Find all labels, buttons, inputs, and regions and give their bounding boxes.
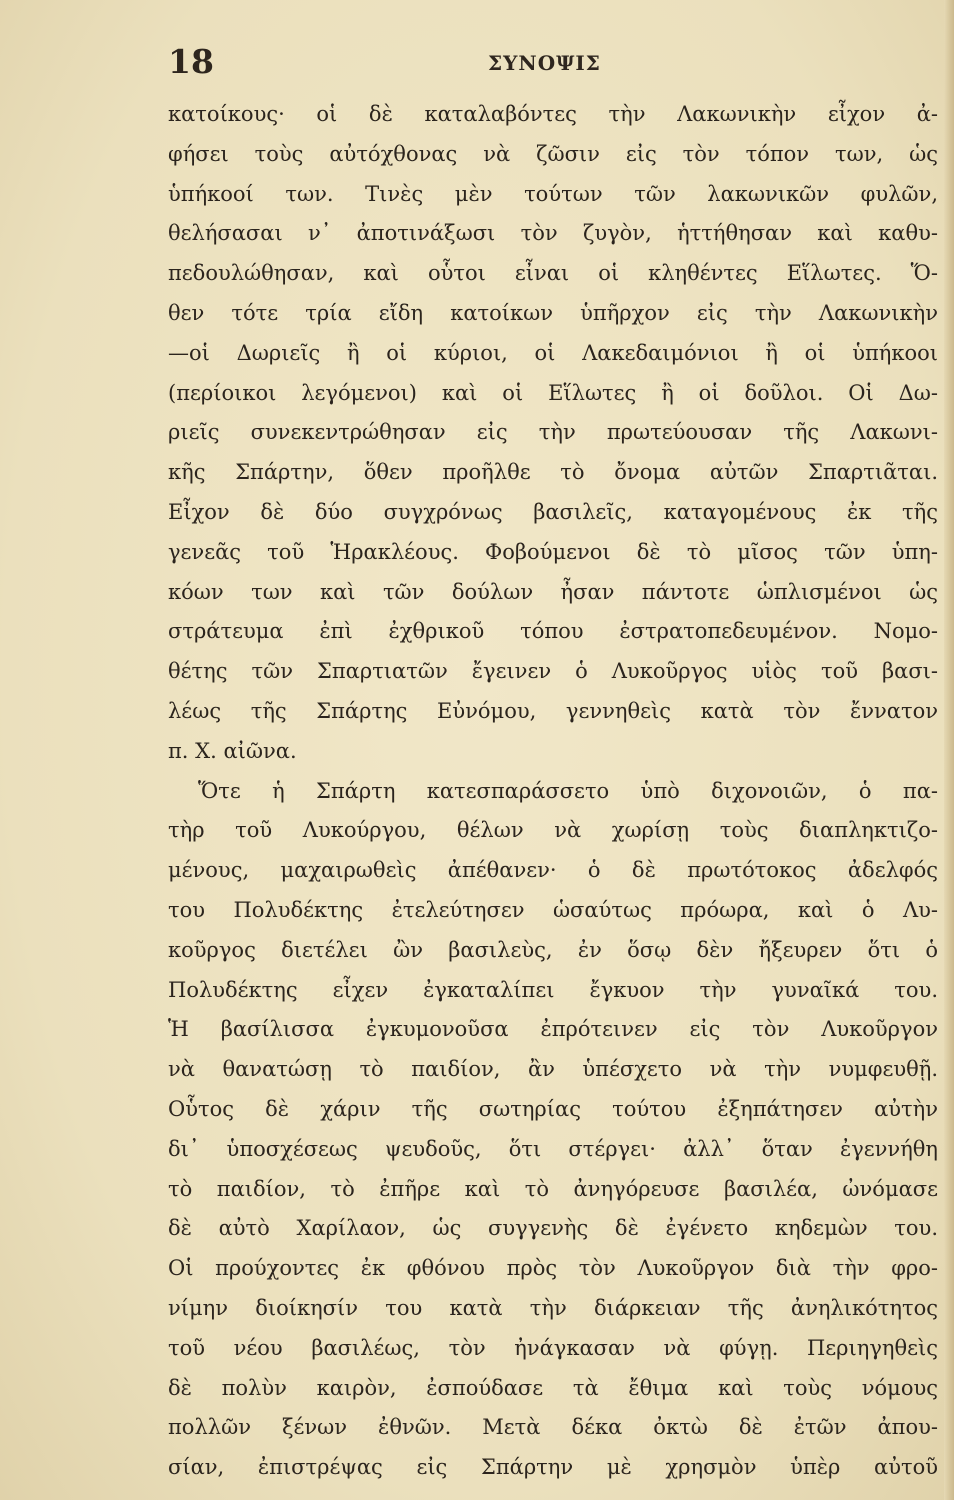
text-line: κοῦργος διετέλει ὢν βασιλεὺς, ἐν ὅσῳ δὲν ἤξευρεν ὅτι ὁ	[168, 937, 938, 962]
text-line: Οὗτος δὲ χάριν τῆς σωτηρίας τούτου ἐξηπάτησεν αὐτὴν	[168, 1096, 938, 1121]
text-line: θελήσασαι ν᾽ ἀποτινάξωσι τὸν ζυγὸν, ἡττήθησαν καὶ καθυ-	[168, 221, 938, 246]
page-number: 18	[168, 42, 214, 81]
text-line: κόων των καὶ τῶν δούλων ἦσαν πάντοτε ὡπλισμένοι ὡς	[168, 579, 938, 604]
text-line: θεν τότε τρία εἴδη κατοίκων ὑπῆρχον εἰς τὴν Λακωνικὴν	[168, 300, 938, 325]
text-line: Εἶχον δὲ δύο συγχρόνως βασιλεῖς, καταγομένους ἐκ τῆς	[168, 499, 938, 524]
text-line: δὲ πολὺν καιρὸν, ἐσπούδασε τὰ ἔθιμα καὶ τοὺς νόμους	[168, 1375, 938, 1400]
text-line: πεδουλώθησαν, καὶ οὗτοι εἶναι οἱ κληθέντες Εἵλωτες. Ὅ-	[168, 261, 938, 286]
paragraph-last-line: π. Χ. αἰῶνα.	[168, 738, 297, 763]
text-line: —οἱ Δωριεῖς ἢ οἱ κύριοι, οἱ Λακεδαιμόνιοι ἢ οἱ ὑπήκοοι	[168, 340, 938, 365]
text-line: δὲ αὐτὸ Χαρίλαον, ὡς συγγενὴς δὲ ἐγένετο κηδεμὼν του.	[168, 1216, 938, 1241]
text-line: νὰ θανατώσῃ τὸ παιδίον, ἂν ὑπέσχετο νὰ τὴν νυμφευθῇ.	[168, 1057, 938, 1082]
page-header	[168, 42, 868, 92]
text-line: δι᾽ ὑποσχέσεως ψευδοῦς, ὅτι στέργει· ἀλλ᾽ ὅταν ἐγεννήθη	[168, 1136, 938, 1161]
paragraph-first-line: Ὅτε ἡ Σπάρτη κατεσπαράσσετο ὑπὸ διχονοιῶν, ὁ πα-	[198, 778, 938, 803]
text-line: στράτευμα ἐπὶ ἐχθρικοῦ τόπου ἐστρατοπεδευμένον. Νομο-	[168, 619, 938, 644]
text-line: του Πολυδέκτης ἐτελεύτησεν ὡσαύτως πρόωρα, καὶ ὁ Λυ-	[168, 897, 938, 922]
text-line: κατοίκους· οἱ δὲ καταλαβόντες τὴν Λακωνικὴν εἶχον ἀ-	[168, 102, 938, 126]
body-text	[168, 95, 938, 1488]
text-line: τὴρ τοῦ Λυκούργου, θέλων νὰ χωρίσῃ τοὺς διαπληκτιζο-	[168, 818, 938, 843]
text-line: Πολυδέκτης εἶχεν ἐγκαταλίπει ἔγκυον τὴν γυναῖκά του.	[168, 977, 938, 1002]
text-line: πολλῶν ξένων ἐθνῶν. Μετὰ δέκα ὀκτὼ δὲ ἐτῶν ἀπου-	[168, 1415, 938, 1440]
text-line: μένους, μαχαιρωθεὶς ἀπέθανεν· ὁ δὲ πρωτότοκος ἀδελφός	[168, 858, 938, 883]
text-line: Ἡ βασίλισσα ἐγκυμονοῦσα ἐπρότεινεν εἰς τὸν Λυκοῦργον	[168, 1017, 938, 1042]
text-line: λέως τῆς Σπάρτης Εὐνόμου, γεννηθεὶς κατὰ τὸν ἔννατον	[168, 698, 938, 723]
text-line: κῆς Σπάρτην, ὅθεν προῆλθε τὸ ὄνομα αὐτῶν Σπαρτιᾶται.	[168, 460, 938, 485]
text-line: θέτης τῶν Σπαρτιατῶν ἔγεινεν ὁ Λυκοῦργος υἱὸς τοῦ βασι-	[168, 659, 938, 684]
text-line: τὸ παιδίον, τὸ ἐπῆρε καὶ τὸ ἀνηγόρευσε βασιλέα, ὠνόμασε	[168, 1176, 938, 1201]
text-line: ὑπήκοοί των. Τινὲς μὲν τούτων τῶν λακωνικῶν φυλῶν,	[168, 181, 938, 206]
text-line: γενεᾶς τοῦ Ἡρακλέους. Φοβούμενοι δὲ τὸ μῖσος τῶν ὑπη-	[168, 539, 938, 564]
page-edge-shadow	[944, 0, 954, 1500]
text-line: (περίοικοι λεγόμενοι) καὶ οἱ Εἵλωτες ἢ οἱ δοῦλοι. Οἱ Δω-	[168, 380, 938, 405]
running-head: ΣΥΝΟΨΙΣ	[488, 51, 601, 75]
text-line: Οἱ προύχοντες ἐκ φθόνου πρὸς τὸν Λυκοῦργον διὰ τὴν φρο-	[168, 1256, 938, 1281]
text-line: φήσει τοὺς αὐτόχθονας νὰ ζῶσιν εἰς τὸν τόπον των, ὡς	[168, 141, 938, 166]
text-line: ριεῖς συνεκεντρώθησαν εἰς τὴν πρωτεύουσαν τῆς Λακωνι-	[168, 420, 938, 445]
text-line: τοῦ νέου βασιλέως, τὸν ἠνάγκασαν νὰ φύγῃ. Περιηγηθεὶς	[168, 1335, 938, 1360]
text-line: σίαν, ἐπιστρέψας εἰς Σπάρτην μὲ χρησμὸν ὑπὲρ αὐτοῦ	[168, 1455, 938, 1480]
text-line: νίμην διοίκησίν του κατὰ τὴν διάρκειαν τῆς ἀνηλικότητος	[168, 1295, 938, 1320]
